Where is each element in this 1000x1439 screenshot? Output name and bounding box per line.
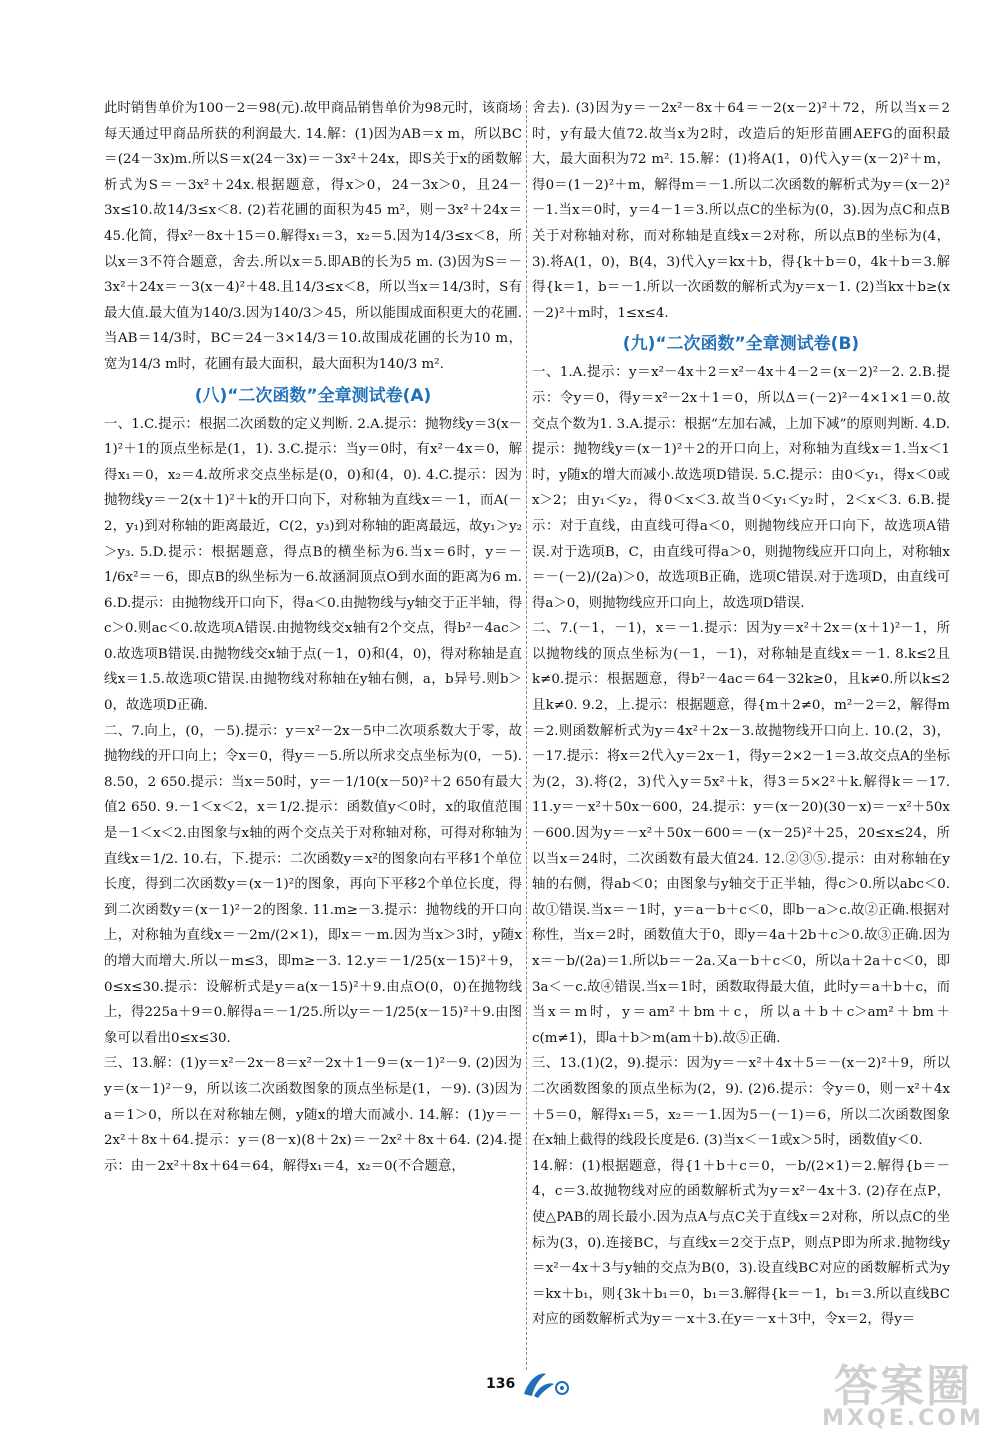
left-paragraph-1: 此时销售单价为100－2＝98(元).故甲商品销售单价为98元时，该商场每天通过甲商品所获的利润最大. 14.解：(1)因为AB＝x m，所以BC＝(24－3x)m.所以S＝x(24－3x)＝－3x²＋24x，即S关于x的函数解析式为S＝－3x²＋24x.根据题意，得x＞0，24－3x＞0，且24－3x≤10.故14/3≤x＜8. (2)若花圃的面积为45 m²，则－3x²＋24x＝45.化简，得x²－8x＋15＝0.解得x₁＝3，x₂＝5.因为14/3≤x＜8，所以x＝3不符合题意，舍去.所以x＝5.即AB的长为5 m. (3)因为S＝－3x²＋24x＝－3(x－4)²＋48.且14/3≤x＜8，所以当x＝14/3时，S有最大值.最大值为140/3.因为140/3＞45，所以能围成面积更大的花圃.当AB＝14/3时，BC＝24－3×14/3＝10.故围成花圃的长为10 m，宽为14/3 m时，花圃有最大面积，最大面积为140/3 m². — [104, 101, 522, 372]
left-paragraph-4: 三、13.解：(1)y＝x²－2x－8＝x²－2x＋1－9＝(x－1)²－9. (2)因为y＝(x－1)²－9，所以该二次函数图象的顶点坐标是(1，－9). (3)因为a＝1＞0，所以在对称轴左侧，y随x的增大而减小. 14.解：(1)y＝－2x²＋8x＋64.提示：y＝(8－x)(8＋2x)＝－2x²＋8x＋64. (2)4.提示：由－2x²＋8x＋64＝64，解得x₁＝4，x₂＝0(不合题意， — [104, 1056, 522, 1174]
right-column — [532, 96, 950, 1333]
right-paragraph-5: 14.解：(1)根据题意，得{1＋b＋c＝0，－b/(2×1)＝2.解得{b＝－4，c＝3.故抛物线对应的函数解析式为y＝x²－4x＋3. (2)存在点P，使△PAB的周长最小.因为点A与点C关于直线x＝2对称，所以点C的坐标为(3，0).连接BC，与直线x＝2交于点P，则点P即为所求.抛物线y＝x²－4x＋3与y轴的交点为B(0，3).设直线BC对应的函数解析式为y＝kx＋b₁，则{3k＋b₁＝0，b₁＝3.解得{k＝－1，b₁＝3.所以直线BC对应的函数解析式为y＝－x＋3.在y＝－x＋3中，令x＝2，得y＝ — [532, 1158, 950, 1328]
right-paragraph-2: 一、1.A.提示：y＝x²－4x＋2＝x²－4x＋4－2＝(x－2)²－2. 2.B.提示：令y＝0，得y＝x²－2x＋1＝0，所以Δ＝(－2)²－4×1×1＝0.故交点个数为1. 3.A.提示：根据“左加右减，上加下减”的原则判断. 4.D.提示：抛物线y＝(x－1)²＋2的开口向上，对称轴为直线x＝1.当x＜1时，y随x的增大而减小.故选项D错误. 5.C.提示：由0＜y₁，得x＜0或x＞2；由y₁＜y₂，得0＜x＜3.故当0＜y₁＜y₂时，2＜x＜3. 6.B.提示：对于直线，由直线可得a＜0，则抛物线应开口向下，故选项A错误.对于选项B，C，由直线可得a＞0，则抛物线应开口向上，对称轴x＝－(－2)/(2a)＞0，故选项B正确，选项C错误.对于选项D，由直线可得a＞0，则抛物线应开口向上，故选项D错误. — [532, 365, 950, 611]
right-paragraph-1: 舍去). (3)因为y＝－2x²－8x＋64＝－2(x－2)²＋72，所以当x＝2时，y有最大值72.故当x为2时，改造后的矩形苗圃AEFG的面积最大，最大面积为72 m². 15.解：(1)将A(1，0)代入y＝(x－2)²＋m，得0＝(1－2)²＋m，解得m＝－1.所以二次函数的解析式为y＝(x－2)²－1.当x＝0时，y＝4－1＝3.所以点C的坐标为(0，3).因为点C和点B关于对称轴对称，而对称轴是直线x＝2对称，所以点B的坐标为(4，3).将A(1，0)，B(4，3)代入y＝kx＋b，得{k＋b＝0，4k＋b＝3.解得{k＝1，b＝－1.所以一次函数的解析式为y＝x－1. (2)当kx＋b≥(x－2)²＋m时，1≤x≤4. — [532, 101, 950, 321]
site-watermark — [808, 1350, 998, 1436]
left-paragraph-3: 二、7.向上，(0，－5).提示：y＝x²－2x－5中二次项系数大于零，故抛物线的开口向上；令x＝0，得y＝－5.所以所求交点坐标为(0，－5). 8.50，2 650.提示：当x＝50时，y＝－1/10(x－50)²＋2 650有最大值2 650. 9.－1＜x＜2，x＝1/2.提示：函数值y＜0时，x的取值范围是－1＜x＜2.由图象与x轴的两个交点关于对称轴对称，可得对称轴为直线x＝1/2. 10.右，下.提示：二次函数y＝x²的图象向右平移1个单位长度，得到二次函数y＝(x－1)²的图象，再向下平移2个单位长度，得到二次函数y＝(x－1)²－2的图象. 11.m≥－3.提示：抛物线的开口向上，对称轴为直线x＝－2m/(2×1)，即x＝－m.因为当x＞3时，y随x的增大而增大.所以－m≤3，即m≥－3. 12.y＝－1/25(x－15)²＋9，0≤x≤30.提示：设解析式是y＝a(x－15)²＋9.由点O(0，0)在抛物线上，得225a＋9＝0.解得a＝－1/25.所以y＝－1/25(x－15)²＋9.由图象可以看出0≤x≤30. — [104, 723, 522, 1046]
section-title-a: (八)“二次函数”全章测试卷(A) — [194, 385, 432, 406]
watermark-url: MXQE.COM — [822, 1406, 984, 1431]
page-number: 136 — [486, 1376, 516, 1392]
right-paragraph-3: 二、7.(－1，－1)，x＝－1.提示：因为y＝x²＋2x＝(x＋1)²－1，所以抛物线的顶点坐标为(－1，－1)，对称轴是直线x＝－1. 8.k≤2且k≠0.提示：根据题意，得b²－4ac＝64－32k≥0，且k≠0.所以k≤2且k≠0. 9.2，上.提示：根据题意，得{m＋2≠0，m²－2＝2，解得m＝2.则函数解析式为y＝4x²＋2x－3.故抛物线开口向上. 10.(2，3)，－17.提示：将x＝2代入y＝2x－1，得y＝2×2－1＝3.故交点A的坐标为(2，3).将(2，3)代入y＝5x²＋k，得3＝5×2²＋k.解得k＝－17. 11.y＝－x²＋50x－600，24.提示：y＝(x－20)(30－x)＝－x²＋50x－600.因为y＝－x²＋50x－600＝－(x－25)²＋25，20≤x≤24，所以当x＝24时，二次函数有最大值24. 12.②③⑤.提示：由对称轴在y轴的右侧，得ab＜0；由图象与y轴交于正半轴，得c＞0.所以abc＜0.故①错误.当x＝－1时，y＝a－b＋c＜0，即b－a＞c.故②正确.根据对称性，当x＝2时，函数值大于0，即y＝4a＋2b＋c＞0.故③正确.因为x＝－b/(2a)＝1.所以b＝－2a.又a－b＋c＜0，所以a＋2a＋c＜0，即3a＜－c.故④错误.当x＝1时，函数取得最大值，此时y＝a＋b＋c，而当x＝m时，y＝am²＋bm＋c，所以a＋b＋c＞am²＋bm＋c(m≠1)，即a＋b＞m(am＋b).故⑤正确. — [532, 621, 950, 1046]
right-paragraph-4: 三、13.(1)(2，9).提示：因为y＝－x²＋4x＋5＝－(x－2)²＋9，所以二次函数图象的顶点坐标为(2，9). (2)6.提示：令y＝0，则－x²＋4x＋5＝0，解得x₁＝5，x₂＝－1.因为5－(－1)＝6，所以二次函数图象在x轴上截得的线段长度是6. (3)当x＜－1或x＞5时，函数值y＜0. — [532, 1056, 950, 1149]
left-paragraph-2: 一、1.C.提示：根据二次函数的定义判断. 2.A.提示：抛物线y＝3(x－1)²＋1的顶点坐标是(1，1). 3.C.提示：当y＝0时，有x²－4x＝0，解得x₁＝0，x₂＝4.故所求交点坐标是(0，0)和(4，0). 4.C.提示：因为抛物线y＝－2(x＋1)²＋k的开口向下，对称轴为直线x＝－1，而A(－2，y₁)到对称轴的距离最近，C(2，y₃)到对称轴的距离最远，故y₁＞y₂＞y₃. 5.D.提示：根据题意，得点B的横坐标为6.当x＝6时，y＝－1/6x²＝－6，即点B的纵坐标为－6.故涵洞顶点O到水面的距离为6 m. 6.D.提示：由抛物线开口向下，得a＜0.由抛物线与y轴交于正半轴，得c＞0.则ac＜0.故选项A错误.由抛物线交x轴有2个交点，得b²－4ac＞0.故选项B错误.由抛物线交x轴于点(－1，0)和(4，0)，得对称轴是直线x＝1.5.故选项C错误.由抛物线对称轴在y轴右侧，a，b异号.则b＞0，故选项D正确. — [104, 416, 522, 714]
left-column — [104, 96, 522, 1179]
section-title-b: (九)“二次函数”全章测试卷(B) — [622, 334, 860, 355]
watermark-title: 答案圈 — [834, 1361, 972, 1412]
column-divider — [526, 100, 528, 1370]
leaf-ornament-icon — [520, 1368, 572, 1400]
